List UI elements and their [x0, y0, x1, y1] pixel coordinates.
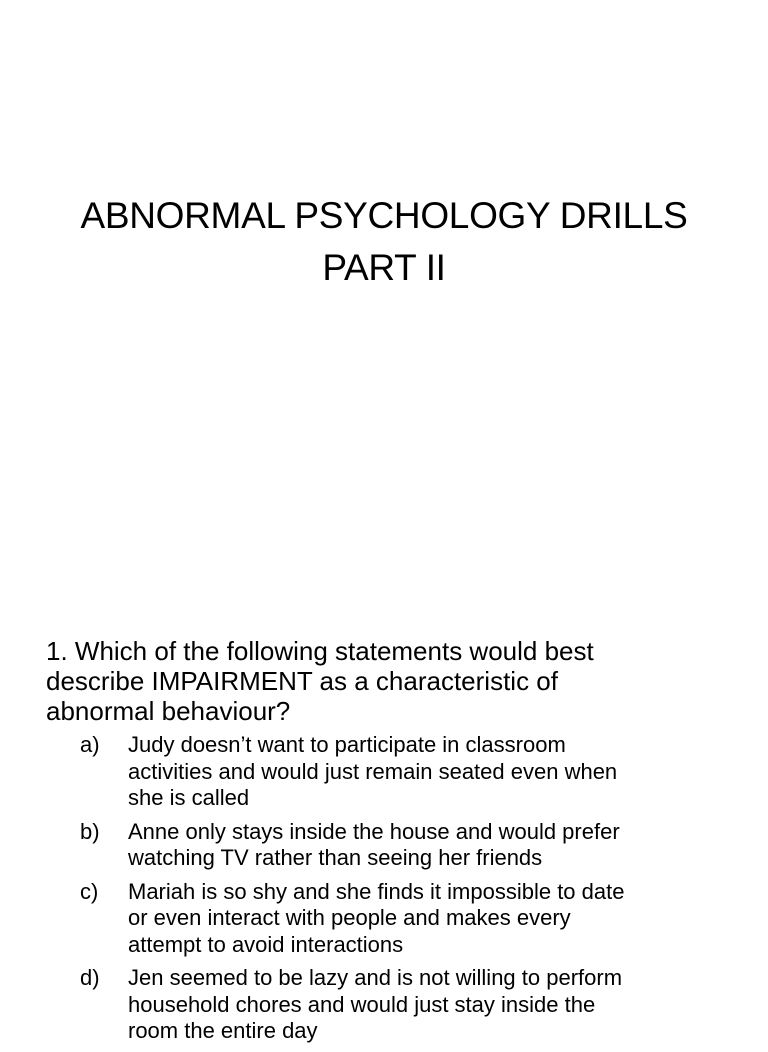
option-letter: d): [80, 965, 100, 990]
title-line: PART II: [322, 247, 446, 288]
title-line: ABNORMAL PSYCHOLOGY DRILLS: [80, 195, 688, 236]
question-line: 1. Which of the following statements would best: [46, 636, 594, 666]
option-line: Mariah is so shy and she finds it impossible to date: [128, 878, 625, 904]
option-line: Judy doesn’t want to participate in classroom: [128, 732, 566, 757]
answer-option-d: [80, 965, 720, 1045]
option-line: activities and would just remain seated even when: [128, 758, 618, 784]
option-text: [128, 819, 720, 872]
option-letter: b): [80, 818, 100, 844]
option-line: Anne only stays inside the house and would prefer: [128, 818, 620, 844]
question-line: describe IMPAIRMENT as a characteristic of: [46, 666, 558, 696]
answer-option-a: [80, 732, 720, 812]
option-text: [128, 965, 720, 1045]
option-line: attempt to avoid interactions: [128, 931, 404, 957]
option-text: [128, 879, 720, 959]
option-line: Jen seemed to be lazy and is not willing to perform: [128, 965, 623, 990]
question-line: abnormal behaviour?: [46, 696, 291, 726]
answer-option-b: [80, 819, 720, 872]
answer-options: [80, 732, 720, 1052]
option-text: [128, 732, 720, 812]
option-line: she is called: [128, 785, 250, 810]
slide-title: [0, 190, 768, 294]
option-line: watching TV rather than seeing her friends: [128, 845, 543, 870]
option-letter: a): [80, 732, 100, 757]
answer-option-c: [80, 879, 720, 959]
question-slide: [0, 576, 768, 1043]
question-text: [46, 636, 736, 726]
option-line: household chores and would just stay inside the: [128, 991, 596, 1017]
option-line: or even interact with people and makes every: [128, 905, 571, 930]
option-letter: c): [80, 878, 99, 904]
option-line: room the entire day: [128, 1018, 318, 1043]
